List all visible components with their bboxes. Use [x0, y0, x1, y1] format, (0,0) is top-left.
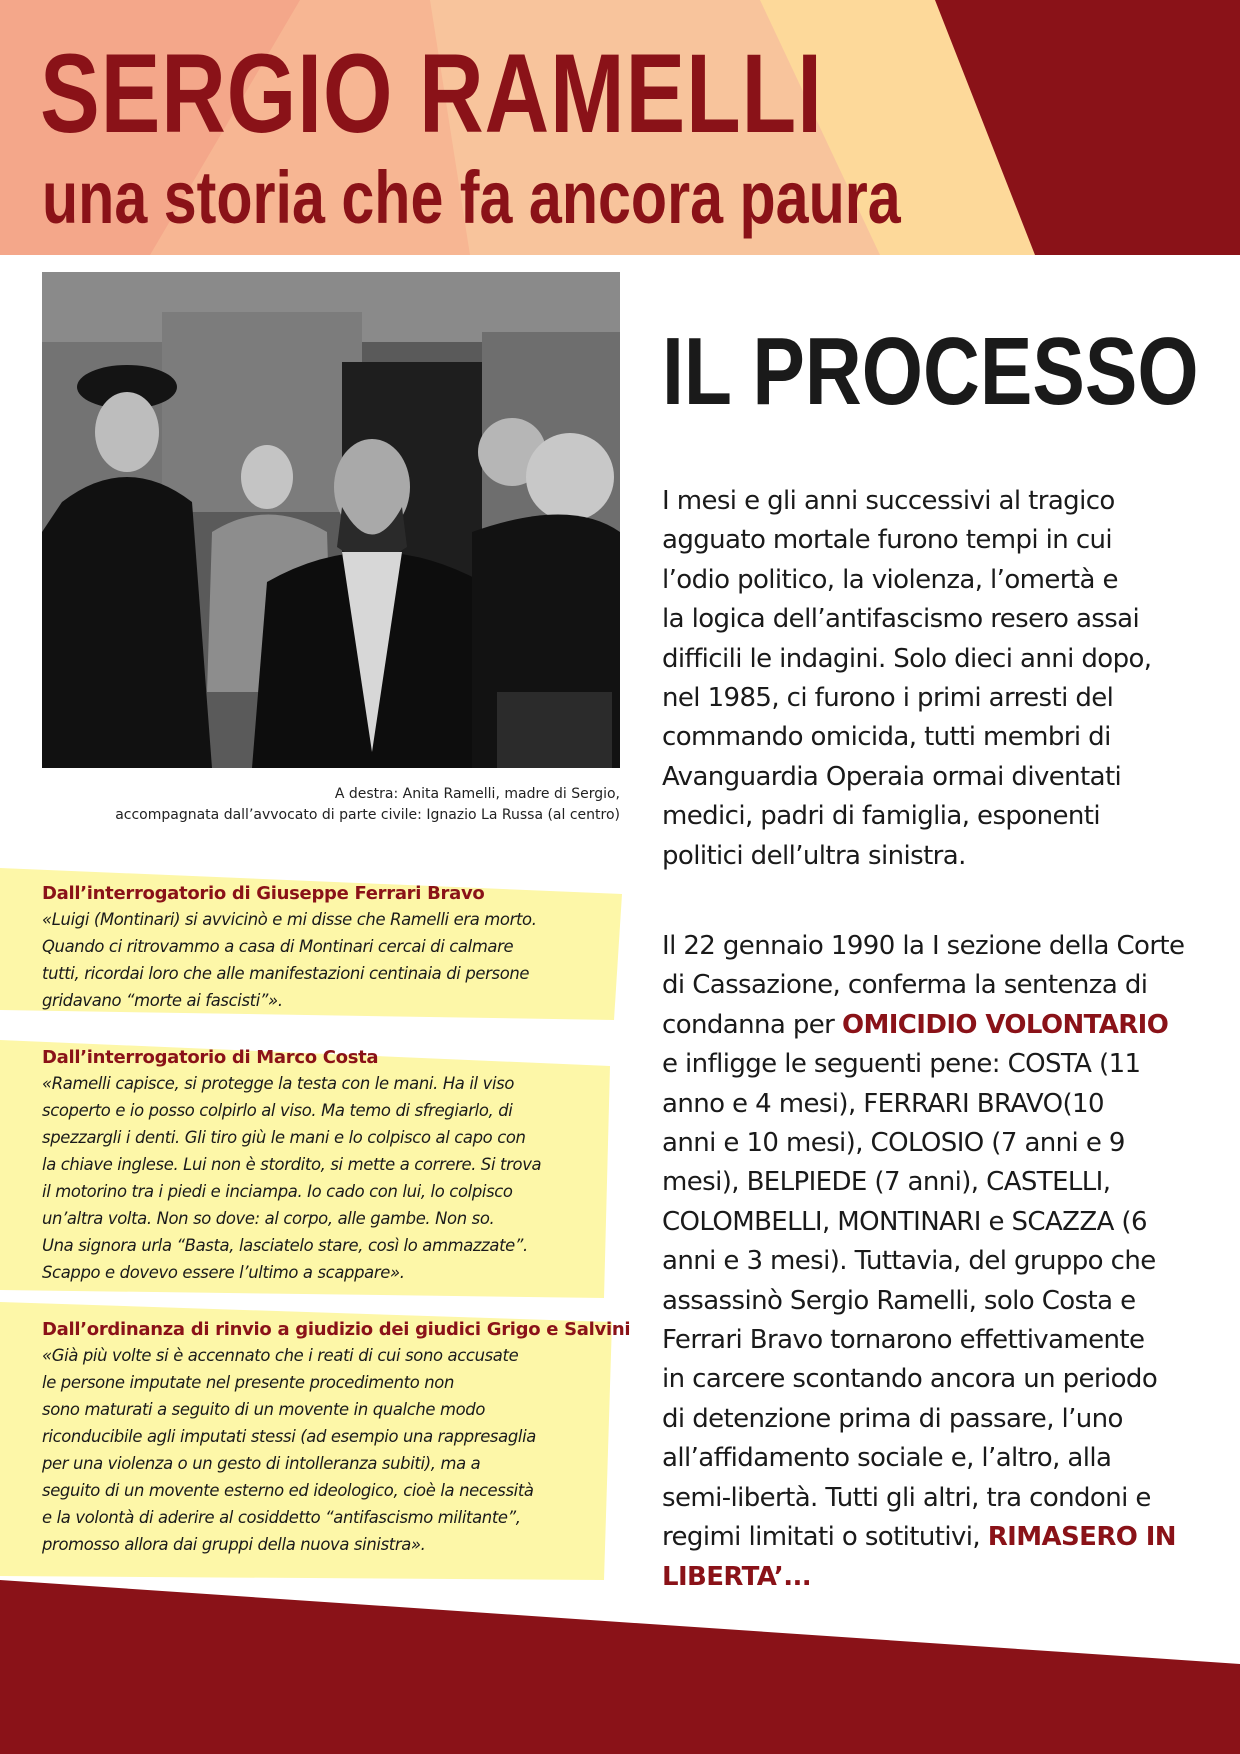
- text-line: [662, 1006, 1222, 1045]
- quote-line: le persone imputate nel presente procedimento non: [42, 1373, 455, 1392]
- quote-ordinanza: [42, 1318, 631, 1558]
- text-line: anni e 3 mesi). Tuttavia, del gruppo che: [662, 1246, 1156, 1277]
- header-banner: [0, 0, 1240, 255]
- footer-band: [0, 1580, 1240, 1754]
- photo-illustration: [42, 272, 620, 768]
- quote-line: Una signora urla “Basta, lasciatelo stare, così lo ammazzate”.: [42, 1236, 528, 1255]
- quote-line: promosso allora dai gruppi della nuova sinistra».: [42, 1535, 426, 1554]
- quote-line: e la volontà di aderire al cosiddetto “antifascismo militante”,: [42, 1508, 521, 1527]
- text-line: anni e 10 mesi), COLOSIO (7 anni e 9: [662, 1128, 1125, 1159]
- highlight-rimasero: RIMASERO IN: [987, 1522, 1176, 1553]
- quote-line: Scappo e dovevo essere l’ultimo a scappare».: [42, 1263, 405, 1282]
- text-line: mesi), BELPIEDE (7 anni), CASTELLI,: [662, 1167, 1111, 1198]
- quote-title: Dall’interrogatorio di Giuseppe Ferrari Bravo: [42, 883, 485, 904]
- text-line: COLOMBELLI, MONTINARI e SCAZZA (6: [662, 1206, 1147, 1237]
- paragraph-sentence: [662, 927, 1222, 1597]
- quote-ferrari-bravo: [42, 882, 622, 1014]
- trial-photo: [42, 272, 620, 768]
- quote-line: il motorino tra i piedi e inciampa. Io cado con lui, lo colpisco: [42, 1182, 513, 1201]
- highlight-liberta: LIBERTA’...: [662, 1561, 812, 1592]
- quote-line: «Già più volte si è accennato che i reati di cui sono accusate: [42, 1346, 519, 1365]
- text-line: nel 1985, ci furono i primi arresti del: [662, 683, 1114, 714]
- quote-line: un’altra volta. Non so dove: al corpo, alle gambe. Non so.: [42, 1209, 495, 1228]
- text-line: Ferrari Bravo tornarono effettivamente: [662, 1325, 1145, 1356]
- text-line: difficili le indagini. Solo dieci anni dopo,: [662, 643, 1152, 674]
- quote-line: «Ramelli capisce, si protegge la testa con le mani. Ha il viso: [42, 1074, 515, 1093]
- highlight-omicidio: OMICIDIO VOLONTARIO: [841, 1009, 1169, 1040]
- text-line: agguato mortale furono tempi in cui: [662, 525, 1113, 556]
- text-line: semi-libertà. Tutti gli altri, tra condoni e: [662, 1482, 1151, 1513]
- quote-costa: [42, 1046, 622, 1286]
- quote-title: Dall’ordinanza di rinvio a giudizio dei giudici Grigo e Salvini: [42, 1319, 631, 1340]
- text-fragment: regimi limitati o sotitutivi,: [662, 1522, 988, 1553]
- caption-line: accompagnata dall’avvocato di parte civile: Ignazio La Russa (al centro): [115, 807, 620, 823]
- text-line: medici, padri di famiglia, esponenti: [662, 801, 1100, 832]
- paragraph-intro: [662, 482, 1222, 876]
- quote-line: riconducibile agli imputati stessi (ad esempio una rappresaglia: [42, 1427, 536, 1446]
- quote-line: seguito di un movente esterno ed ideologico, cioè la necessità: [42, 1481, 534, 1500]
- quote-text: [42, 1342, 622, 1558]
- text-line: politici dell’ultra sinistra.: [662, 840, 966, 871]
- text-line: commando omicida, tutti membri di: [662, 722, 1111, 753]
- page-subtitle: una storia che fa ancora paura: [42, 156, 901, 239]
- text-line: assassinò Sergio Ramelli, solo Costa e: [662, 1285, 1136, 1316]
- quote-text: [42, 1070, 622, 1286]
- quote-line: spezzargli i denti. Gli tiro giù le mani e lo colpisco al capo con: [42, 1128, 526, 1147]
- quote-text: [42, 906, 622, 1014]
- quote-line: la chiave inglese. Lui non è stordito, si mette a correre. Si trova: [42, 1155, 542, 1174]
- quote-line: «Luigi (Montinari) si avvicinò e mi disse che Ramelli era morto.: [42, 910, 537, 929]
- quote-line: per una violenza o un gesto di intolleranza subiti), ma a: [42, 1454, 481, 1473]
- text-line: I mesi e gli anni successivi al tragico: [662, 486, 1115, 516]
- quote-line: sono maturati a seguito di un movente in qualche modo: [42, 1400, 486, 1419]
- text-line: all’affidamento sociale e, l’altro, alla: [662, 1443, 1112, 1474]
- quote-line: tutti, ricordai loro che alle manifestazioni centinaia di persone: [42, 964, 530, 983]
- quote-title: Dall’interrogatorio di Marco Costa: [42, 1047, 379, 1068]
- quote-line: gridavano “morte ai fascisti”».: [42, 991, 283, 1010]
- quote-line: Quando ci ritrovammo a casa di Montinari cercai di calmare: [42, 937, 514, 956]
- section-title: IL PROCESSO: [662, 318, 1199, 425]
- text-line: in carcere scontando ancora un periodo: [662, 1364, 1158, 1395]
- text-line: di Cassazione, conferma la sentenza di: [662, 970, 1148, 1001]
- page-title: SERGIO RAMELLI: [40, 31, 823, 156]
- text-line: anno e 4 mesi), FERRARI BRAVO(10: [662, 1088, 1104, 1119]
- quote-line: scoperto e io posso colpirlo al viso. Ma temo di sfregiarlo, di: [42, 1101, 513, 1120]
- text-fragment: condanna per: [662, 1009, 842, 1040]
- text-line: Il 22 gennaio 1990 la I sezione della Corte: [662, 931, 1185, 961]
- text-line: Avanguardia Operaia ormai diventati: [662, 761, 1122, 792]
- text-line: la logica dell’antifascismo resero assai: [662, 604, 1140, 635]
- text-line: di detenzione prima di passare, l’uno: [662, 1403, 1123, 1434]
- text-line: l’odio politico, la violenza, l’omertà e: [662, 564, 1118, 595]
- text-line: [662, 1518, 1222, 1557]
- caption-line: A destra: Anita Ramelli, madre di Sergio,: [334, 786, 620, 802]
- text-line: e infligge le seguenti pene: COSTA (11: [662, 1049, 1141, 1080]
- photo-caption: [42, 784, 620, 826]
